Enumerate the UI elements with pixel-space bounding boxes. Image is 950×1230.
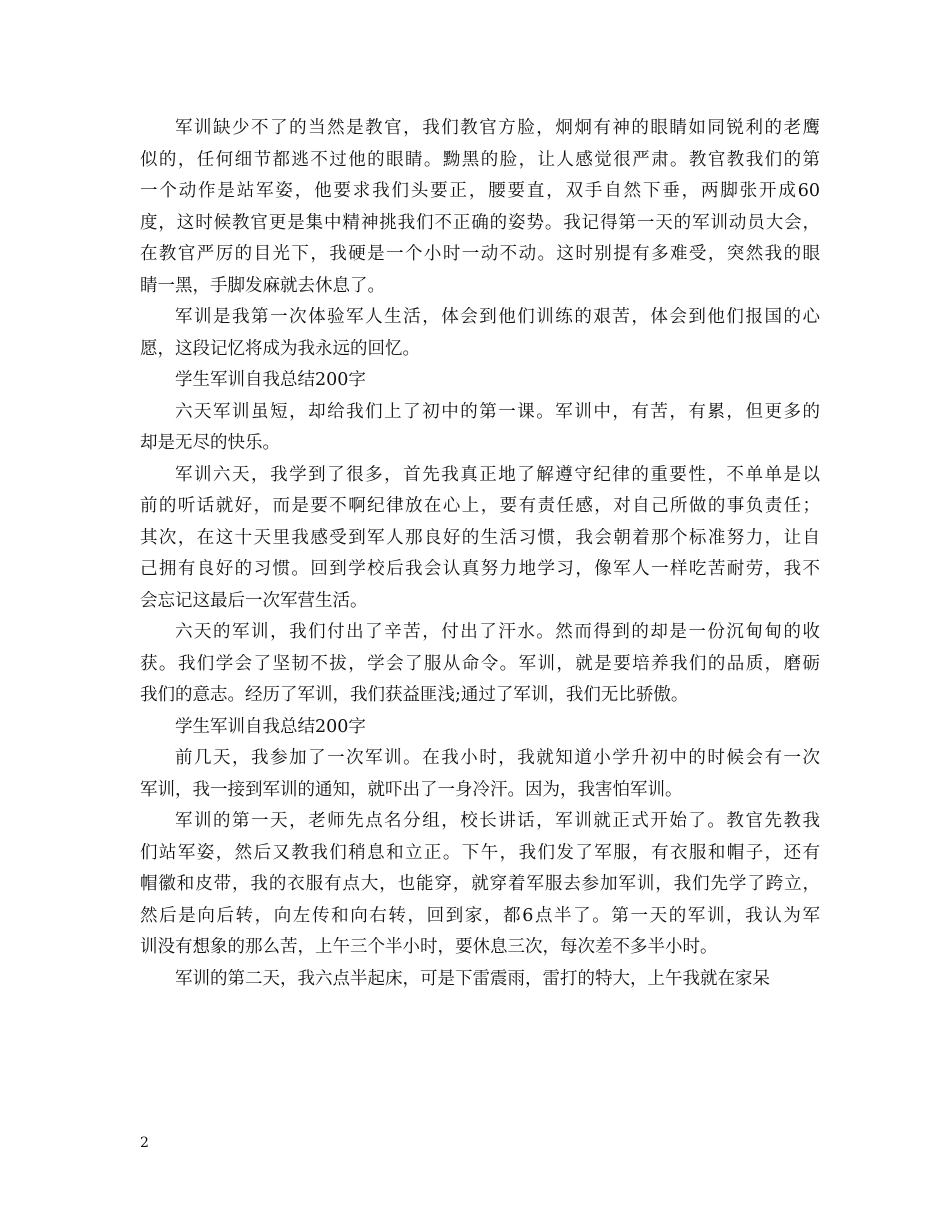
text-line: 睛一黑，手脚发麻就去休息了。 (140, 275, 385, 296)
paragraph (140, 806, 820, 964)
text-line: 其次，在这十天里我感受到军人那良好的生活习惯，我会朝着那个标准努力，让自 (140, 527, 820, 548)
text-line: 一个动作是站军姿，他要求我们头要正，腰要直，双手自然下垂，两脚张开成60 (140, 181, 820, 201)
text-line: 军训缺少不了的当然是教官，我们教官方脸，炯炯有神的眼睛如同锐利的老鹰 (175, 118, 820, 138)
text-line: 似的，任何细节都逃不过他的眼睛。黝黑的脸，让人感觉很严肃。教官教我们的第 (140, 149, 820, 170)
text-line: 获。我们学会了坚韧不拔，学会了服从命令。军训，就是要培养我们的品质，磨砺 (140, 653, 820, 674)
document-body (140, 113, 820, 995)
text-line: 前的听话就好，而是要不啊纪律放在心上，要有责任感，对自己所做的事负责任； (140, 496, 820, 516)
text-line: 们站军姿，然后又教我们稍息和立正。下午，我们发了军服，有衣服和帽子，还有 (140, 842, 820, 863)
text-line: 己拥有良好的习惯。回到学校后我会认真努力地学习，像军人一样吃苦耐劳，我不 (140, 559, 820, 579)
paragraph (140, 460, 820, 618)
text-line: 学生军训自我总结200字 (175, 716, 366, 737)
paragraph (140, 302, 820, 365)
text-line: 训没有想象的那么苦，上午三个半小时，要休息三次，每次差不多半小时。 (140, 937, 718, 957)
text-line: 六天的军训，我们付出了辛苦，付出了汗水。然而得到的却是一份沉甸甸的收 (175, 622, 820, 642)
text-line: 我们的意志。经历了军训，我们获益匪浅;通过了军训，我们无比骄傲。 (140, 685, 689, 705)
text-line: 军训，我一接到军训的通知，就吓出了一身冷汗。因为，我害怕军训。 (140, 779, 683, 800)
text-line: 在教官严厉的目光下，我硬是一个小时一动不动。这时别提有多难受，突然我的眼 (140, 244, 820, 264)
text-line: 学生军训自我总结200字 (175, 370, 366, 390)
paragraph (140, 743, 820, 806)
text-line: 却是无尽的快乐。 (140, 433, 280, 453)
text-line: 帽徽和皮带，我的衣服有点大，也能穿，就穿着军服去参加军训，我们先学了跨立， (140, 874, 820, 894)
text-line: 六天军训虽短，却给我们上了初中的第一课。军训中，有苦，有累，但更多的 (175, 401, 820, 422)
text-line: 军训的第二天，我六点半起床，可是下雷震雨，雷打的特大，上午我就在家呆 (175, 968, 770, 989)
page-number: 2 (140, 1135, 149, 1151)
text-line: 军训是我第一次体验军人生活，体会到他们训练的艰苦，体会到他们报国的心 (175, 307, 820, 327)
text-line: 愿，这段记忆将成为我永远的回忆。 (140, 338, 420, 359)
paragraph (140, 617, 820, 712)
paragraph (140, 964, 820, 996)
paragraph (140, 397, 820, 460)
text-line: 度，这时候教官更是集中精神挑我们不正确的姿势。我记得第一天的军训动员大会， (140, 212, 820, 233)
text-line: 会忘记这最后一次军营生活。 (140, 590, 368, 611)
section-heading (140, 712, 820, 744)
paragraph (140, 113, 820, 302)
text-line: 前几天，我参加了一次军训。在我小时，我就知道小学升初中的时候会有一次 (175, 748, 820, 768)
text-line: 军训的第一天，老师先点名分组，校长讲话，军训就正式开始了。教官先教我 (175, 811, 820, 831)
section-heading (140, 365, 820, 397)
text-line: 军训六天，我学到了很多，首先我真正地了解遵守纪律的重要性，不单单是以 (175, 464, 820, 485)
text-line: 然后是向后转，向左传和向右转，回到家，都6点半了。第一天的军训，我认为军 (140, 905, 820, 926)
